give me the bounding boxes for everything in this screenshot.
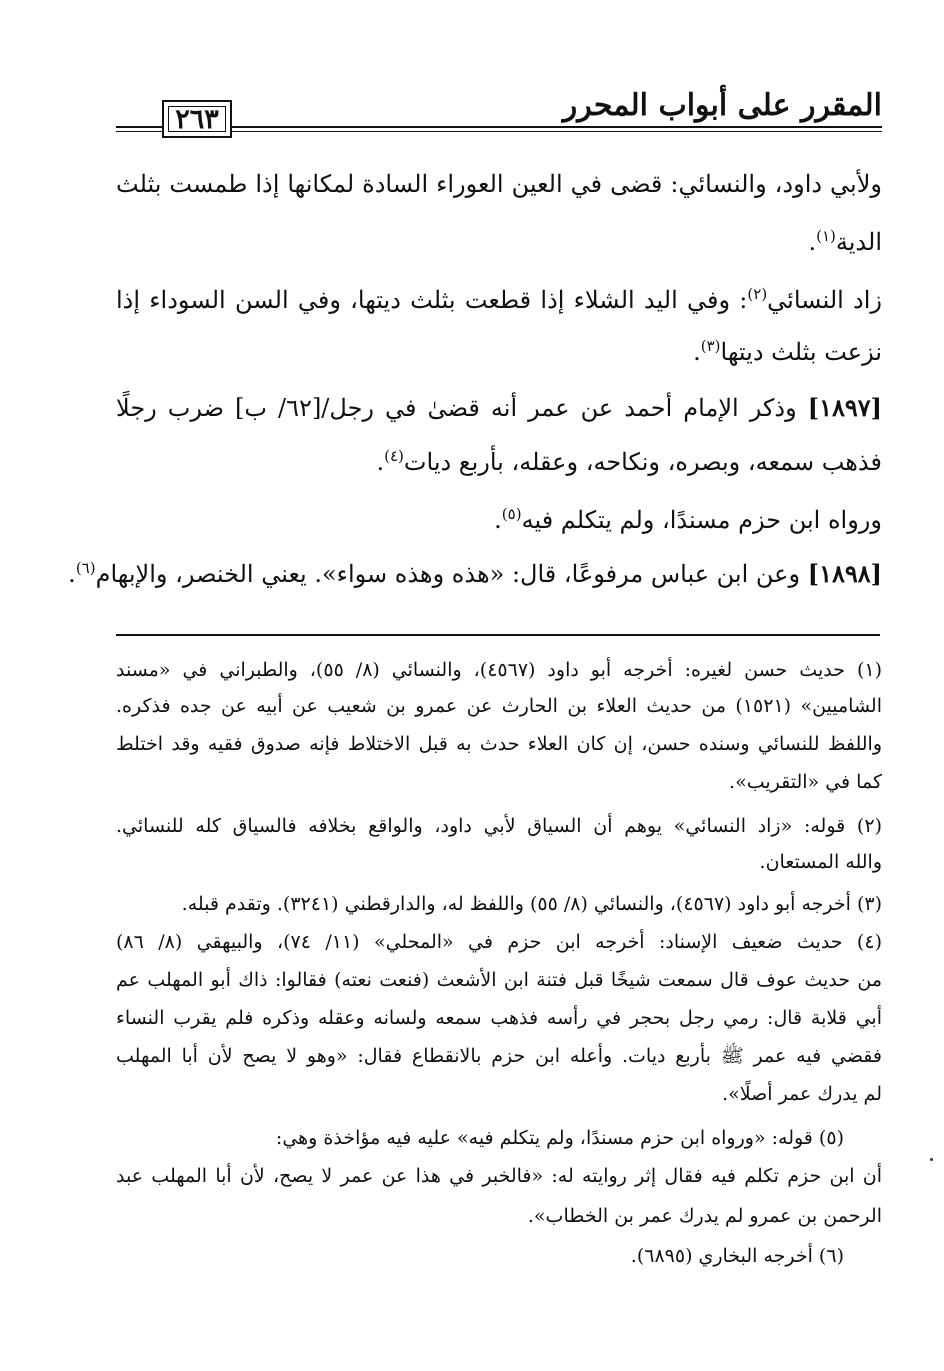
footnote-line (722, 1080, 882, 1108)
footnote-text: (٢) قوله: «زاد النسائي» يوهم أن السياق لأبي داود، والواقع بخلافه فالسياق كله للنسائي. (116, 815, 882, 837)
footnote-text: (٥) قوله: «ورواه ابن حزم مسندًا، ولم يتكلم فيه» عليه فيه مؤاخذة وهي: (275, 1127, 844, 1149)
body-text: . (68, 560, 76, 588)
footnote-ref: (١) (816, 227, 836, 245)
body-line (116, 392, 882, 424)
body-line (494, 504, 882, 536)
footnote-line (276, 1124, 844, 1152)
footnote-line (116, 966, 882, 994)
footnote-line (116, 656, 882, 684)
body-line (68, 558, 882, 590)
body-text: : وفي اليد الشلاء إذا قطعت بثلث ديتها، وفي السن السوداء إذا (116, 286, 748, 314)
footnote-line (116, 812, 882, 840)
footnote-text: لم يدرك عمر أصلًا». (722, 1083, 882, 1105)
footnote-line (116, 692, 882, 720)
footnote-line (729, 768, 882, 796)
footnote-text: (١) حديث حسن لغيره: أخرجه أبو داود (٤٥٦٧)، والنسائي (٨/ ٥٥)، والطبراني في «مسند (116, 659, 882, 681)
footnote-text: أبي قلابة قال: رمي رجل بحجر في رأسه فذهب سمعه ولسانه وعقله وذكره فلم يقرب النساء (116, 1007, 882, 1029)
header-rule-thin (232, 131, 882, 132)
footnote-ref: (٤) (384, 447, 404, 465)
body-text: . (376, 448, 385, 476)
footnote-line (528, 1202, 882, 1230)
footnote-ref: (٣) (700, 337, 721, 355)
page-number: ٢٦٣ (175, 103, 219, 135)
body-text: . (494, 506, 502, 534)
footnote-text: (٤) حديث ضعيف الإسناد: أخرجه ابن حزم في «المحلي» (١١/ ٧٤)، والبيهقي (٨/ ٨٦) (116, 931, 882, 953)
hadith-number: [١٨٩٧] (807, 393, 883, 422)
footnote-ref: (٢) (747, 285, 768, 303)
footnote-text: واللفظ للنسائي وسنده حسن، إن كان العلاء حدث به قبل الاختلاط فإنه صدوق فقيه وقد اختلط (116, 733, 882, 755)
footnote-line (760, 848, 882, 876)
footnote-line (116, 928, 882, 956)
scan-speck (930, 1158, 933, 1161)
footnote-text: والله المستعان. (759, 851, 882, 873)
body-text: فذهب سمعه، وبصره، ونكاحه، وعقله، بأربع ديات (403, 448, 882, 476)
body-text: وذكر الإمام أحمد عن عمر أنه قضىٰ في رجل/[٦٢/ ب] ضرب رجلًا (116, 394, 808, 422)
footnote-line (182, 890, 882, 918)
footnote-ref: (٥) (501, 505, 522, 523)
footnote-ref: (٦) (75, 559, 96, 577)
footnote-text: (٣) أخرجه أبو داود (٤٥٦٧)، والنسائي (٨/ ٥٥) واللفظ له، والدارقطني (٣٢٤١). وتقدم قبله. (181, 893, 882, 915)
body-line (693, 336, 882, 368)
header-rule-left-thin (116, 131, 162, 132)
footnote-text: أن ابن حزم تكلم فيه فقال إثر روايته له: «فالخبر في هذا عن عمر لا يصح، لأن أبا المهلب عبد (116, 1165, 883, 1187)
body-text: وعن ابن عباس مرفوعًا، قال: «هذه وهذه سواء». يعني الخنصر، والإبهام (95, 560, 808, 588)
body-text: ولأبي داود، والنسائي: قضى في العين العوراء السادة لمكانها إذا طمست بثلث (116, 170, 882, 198)
body-line (808, 226, 882, 258)
body-text: ورواه ابن حزم مسندًا، ولم يتكلم فيه (521, 506, 882, 534)
body-line (376, 446, 882, 478)
header-rule (232, 126, 882, 128)
footnote-text: الشاميين» (١٥٢١) من حديث العلاء بن الحارث عن عمرو بن شعيب عن أبيه عن جده فذكره. (116, 695, 882, 717)
running-header-title: المقرر على أبواب المحرر (562, 88, 882, 123)
body-line (116, 168, 882, 200)
body-text: نزعت بثلث ديتها (720, 338, 882, 366)
footnote-text: (٦) أخرجه البخاري (٦٨٩٥). (630, 1245, 844, 1267)
hadith-number: [١٨٩٨] (807, 559, 882, 588)
footnote-text: من حديث عوف قال سمعت شيخًا قبل فتنة ابن الأشعث (فنعت نعته) فقالوا: ذاك أبو المهلب عم (116, 969, 882, 991)
footnote-text: كما في «التقريب». (729, 771, 882, 793)
footnote-text: فقضي فيه عمر ﷺ بأربع ديات. وأعله ابن حزم بالانقطاع فقال: «وهو لا يصح لأن أبا المهلب (116, 1045, 882, 1067)
body-text: . (693, 338, 701, 366)
body-text: . (808, 228, 817, 256)
footnote-line (116, 730, 882, 758)
footnote-separator (116, 634, 880, 636)
body-line (116, 284, 882, 316)
page-number-box (162, 100, 232, 138)
body-text: الدية (835, 228, 882, 256)
header-rule-left (116, 126, 162, 128)
footnote-line (116, 1004, 882, 1032)
footnote-line (631, 1242, 844, 1270)
footnote-line (116, 1162, 882, 1190)
footnote-text: الرحمن بن عمرو لم يدرك عمر بن الخطاب». (527, 1205, 882, 1227)
body-text: زاد النسائي (767, 286, 882, 314)
footnote-line (116, 1042, 882, 1070)
